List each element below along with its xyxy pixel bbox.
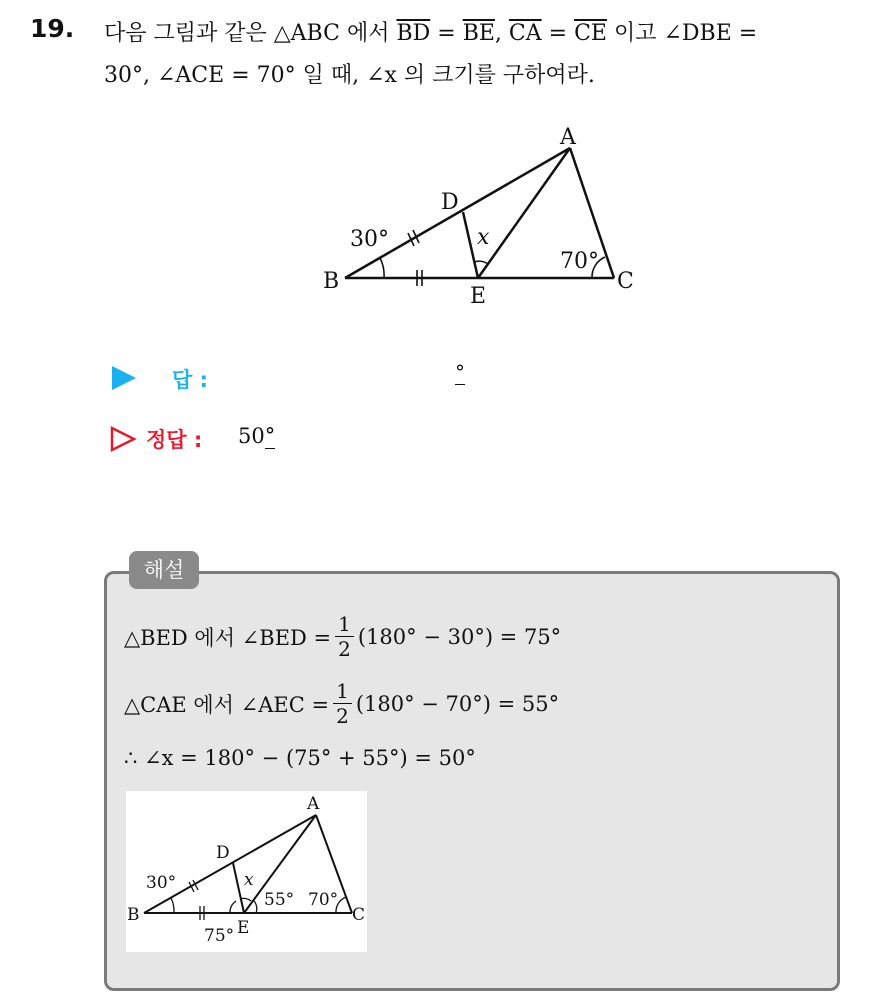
label-a: A [560, 125, 576, 150]
label-d: D [216, 843, 230, 863]
fraction [335, 612, 354, 661]
solution-line-3: ∴ ∠x = 180° − (75° + 55°) = 50° [124, 746, 476, 770]
correct-marker-icon [110, 426, 138, 452]
label-c: C [617, 269, 634, 294]
correct-answer [238, 424, 275, 448]
angle-arc-b [380, 258, 384, 278]
answer-marker-icon [112, 366, 136, 390]
label-b: B [127, 905, 140, 925]
answer-blank[interactable] [455, 360, 465, 384]
solution-text: (180° − 30°) = 75° [357, 624, 562, 649]
label-angle-c: 70° [308, 890, 339, 910]
solution-line-1 [124, 612, 561, 661]
numerator: 1 [335, 612, 354, 637]
angle-arc-aec [254, 901, 257, 913]
answer-label: 답 : [172, 368, 208, 392]
correct-answer-unit: ° [264, 424, 276, 448]
segment-de [233, 863, 244, 913]
solution-text: △BED 에서 ∠BED = [124, 625, 332, 650]
label-e: E [470, 284, 487, 309]
label-c: C [352, 905, 366, 925]
label-b: B [323, 269, 340, 294]
solution-line-2 [124, 679, 559, 728]
segment-ca: $\overline{CA}$ [508, 21, 542, 46]
triangle-figure [316, 118, 646, 318]
denominator: 2 [336, 704, 349, 728]
comma: , [494, 21, 509, 46]
label-angle-c: 70° [560, 249, 599, 274]
solution-text: △CAE 에서 ∠AEC = [124, 692, 330, 717]
angle-arc-x [474, 261, 488, 264]
correct-answer-value: 50 [238, 424, 265, 448]
label-angle-b: 30° [146, 873, 177, 893]
solution-figure [126, 791, 367, 952]
numerator: 1 [333, 679, 352, 704]
label-angle-b: 30° [350, 227, 389, 252]
segment-ae [478, 148, 570, 278]
label-a: A [307, 794, 320, 814]
question-text-a: 다음 그림과 같은 △ABC 에서 [104, 21, 397, 46]
denominator: 2 [338, 637, 351, 661]
question-line-2: 30°, ∠ACE = 70° 일 때, ∠x 의 크기를 구하여라. [104, 63, 595, 88]
correct-answer-label: 정답 : [146, 428, 203, 452]
label-x: x [477, 225, 490, 250]
angle-arc-bed [230, 901, 236, 913]
segment-ce: $\overline{CE}$ [574, 21, 607, 46]
label-angle-bed: 75° [204, 926, 235, 946]
segment-de [463, 212, 478, 278]
equals-sign: = [430, 21, 463, 46]
angle-arc-b [171, 898, 174, 913]
equals-sign: = [541, 21, 575, 46]
question-number: 19. [30, 14, 75, 43]
fraction [333, 679, 352, 728]
label-d: D [441, 190, 459, 215]
solution-text: (180° − 70°) = 55° [355, 691, 560, 716]
question-line-1 [104, 16, 757, 47]
label-e: E [237, 918, 250, 938]
segment-bd: $\overline{BD}$ [396, 21, 431, 46]
solution-tag: 해설 [129, 551, 199, 589]
answer-unit: ° [455, 360, 465, 384]
question-text-b: 이고 ∠DBE = [606, 21, 758, 46]
label-angle-aec: 55° [264, 890, 295, 910]
label-x: x [244, 870, 254, 890]
segment-be: $\overline{BE}$ [462, 21, 495, 46]
